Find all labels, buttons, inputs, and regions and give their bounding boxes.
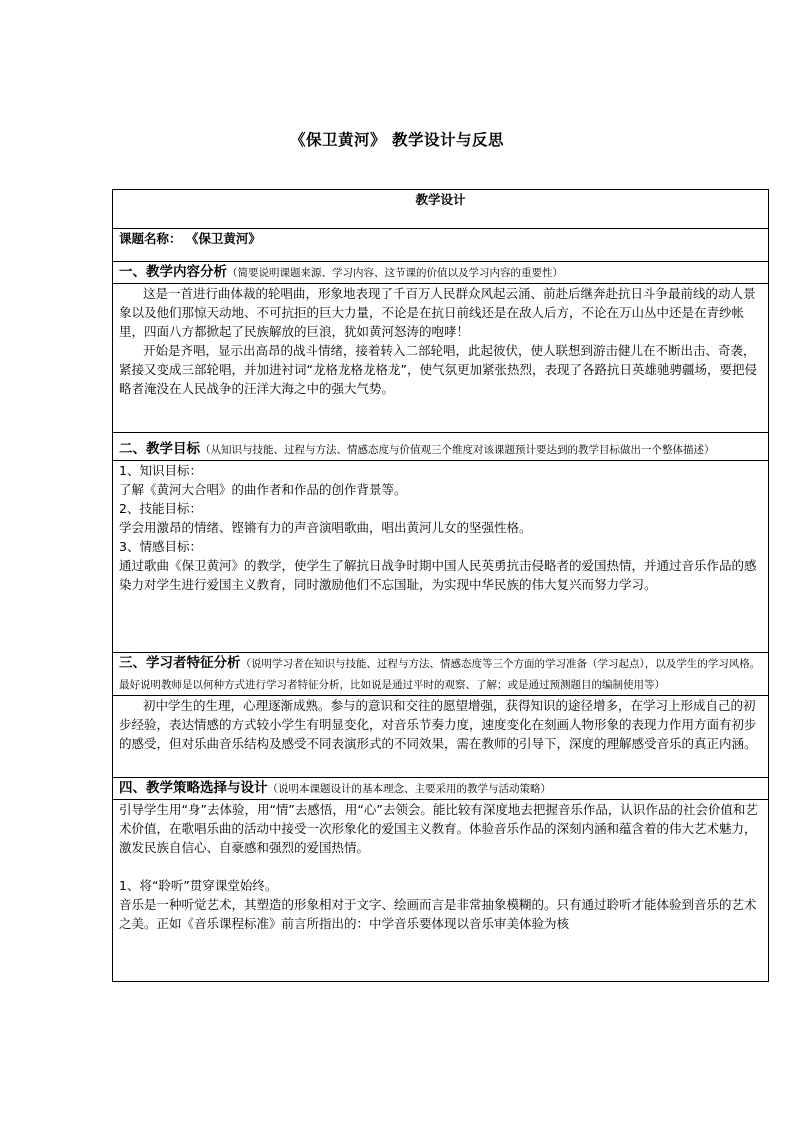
section3-title: 三、学习者特征分析 (119, 655, 241, 671)
section4-body-row (113, 800, 769, 982)
document-title: 《保卫黄河》 教学设计与反思 (290, 131, 504, 149)
section4-point1-title: 1、将“聆听”贯穿课堂始终。 (119, 878, 278, 893)
section2-note: （从知识与技能、过程与方法、情感态度与价值观三个维度对该课题预计要达到的教学目标做出一个整体描述） (200, 444, 715, 456)
section2-body-row (113, 461, 769, 653)
section4-intro: 引导学生用“身”去体验，用“情”去感悟，用“心”去领会。能比较有深度地去把握音乐作品，认识作品的社会价值和艺术价值，在歌唱乐曲的活动中接受一次形象化的爱国主义教育。体验音乐作品的深刻内涵和蕴含着的伟大艺术魅力，激发民族自信心、自豪感和强烈的爱国热情。 (119, 802, 758, 855)
section3-text: 初中学生的生理，心理逐渐成熟。参与的意识和交往的愿望增强，获得知识的途径增多，在学习上形成自己的初步经验，表达情感的方式较小学生有明显变化，对音乐节奏力度，速度变化在刻画人物形象的表现力作用方面有初步的感受，但对乐曲音乐结构及感受不同表演形式的不同效果，需在教师的引导下，深度的理解感受音乐的真正内涵。 (119, 698, 757, 751)
topic-row (113, 229, 769, 262)
spacer (119, 857, 762, 876)
section1-body-row (113, 284, 769, 433)
section1-title: 一、教学内容分析 (119, 264, 227, 280)
section2-title: 二、教学目标 (119, 441, 200, 457)
section4-body (113, 800, 769, 982)
goal-text: 学会用激昂的情绪、铿锵有力的声音演唱歌曲，唱出黄河儿女的坚强性格。 (119, 520, 532, 535)
section4-title: 四、教学策略选择与设计 (119, 780, 268, 796)
section1-header-row (113, 262, 769, 284)
goal-heading: 2、技能目标： (119, 501, 202, 516)
section2-header-row (113, 433, 769, 461)
section1-paragraph: 这是一首进行曲体裁的轮唱曲，形象地表现了千百万人民群众风起云涌、前赴后继奔赴抗日斗争最前线的动人景象以及他们那惊天动地、不可抗拒的巨大力量，不论是在抗日前线还是在敌人后方，不论在万山丛中还是在青纱帐里，四面八方都掀起了民族解放的巨浪，犹如黄河怒涛的咆哮！ (119, 286, 756, 339)
section4-header-row (113, 778, 769, 800)
section3-note: （说明学习者在知识与技能、过程与方法、情感态度等三个方面的学习准备（学习起点），以及学生的学习风格。最好说明教师是以何种方式进行学习者特征分析，比如说是通过平时的观察、了解；或是通过预测题目的编制使用等） (119, 658, 761, 691)
section1-header (113, 262, 769, 284)
goal-heading: 1、知识目标： (119, 463, 202, 478)
design-header: 教学设计 (113, 190, 769, 229)
design-header-row (113, 190, 769, 229)
lesson-plan-table (112, 189, 769, 982)
section2-body (113, 461, 769, 653)
goal-heading: 3、情感目标： (119, 539, 202, 554)
section1-note: （简要说明课题来源、学习内容、这节课的价值以及学习内容的重要性） (227, 267, 563, 279)
section4-note: （说明本课题设计的基本理念、主要采用的教学与活动策略） (267, 783, 551, 795)
section3-header-row (113, 653, 769, 696)
section4-point1-body: 音乐是一种听觉艺术，其塑造的形象相对于文字、绘画而言是非常抽象模糊的。只有通过聆听才能体验到音乐的艺术之美。正如《音乐课程标准》前言所指出的：中学音乐要体现以音乐审美体验为核 (119, 897, 757, 931)
section3-body-row (113, 696, 769, 778)
topic-name: 课题名称： 《保卫黄河》 (113, 229, 769, 262)
goal-text: 了解《黄河大合唱》的曲作者和作品的创作背景等。 (119, 482, 407, 497)
section4-header (113, 778, 769, 800)
section3-header (113, 653, 769, 696)
section1-body (113, 284, 769, 433)
section1-paragraph: 开始是齐唱，显示出高昂的战斗情绪，接着转入二部轮唱，此起彼伏，使人联想到游击健儿在不断出击、奇袭，紧接又变成三部轮唱，并加进衬词“龙格龙格龙格龙”，使气氛更加紧张热烈，表现了各路抗日英雄驰骋疆场，要把侵略者淹没在人民战争的汪洋大海之中的强大气势。 (119, 343, 757, 396)
goal-text: 通过歌曲《保卫黄河》的教学，使学生了解抗日战争时期中国人民英勇抗击侵略者的爱国热情，并通过音乐作品的感染力对学生进行爱国主义教育，同时激励他们不忘国耻，为实现中华民族的伟大复兴而努力学习。 (119, 558, 757, 592)
section2-header (113, 433, 769, 461)
section3-body (113, 696, 769, 778)
